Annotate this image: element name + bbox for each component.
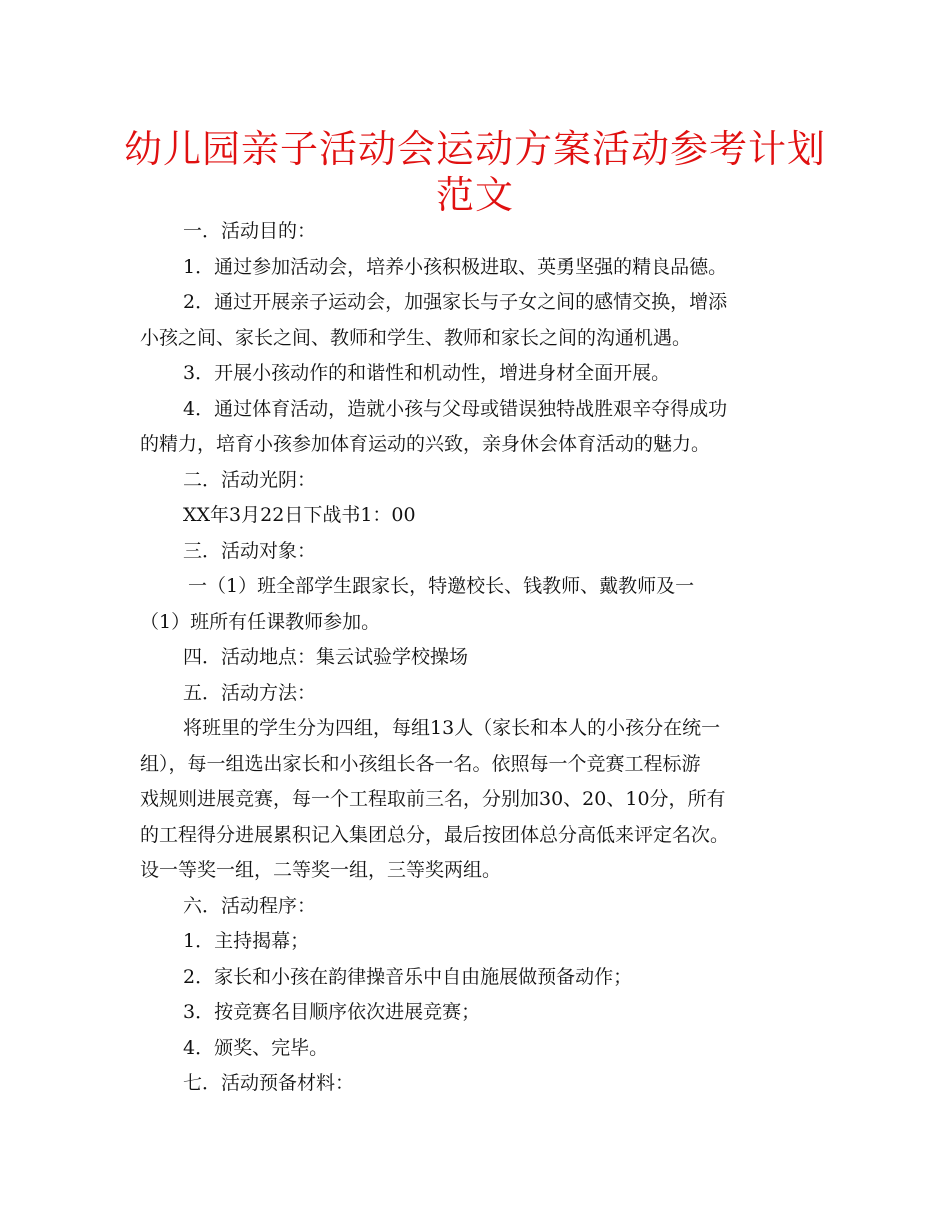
section-heading-method: 五．活动方法：	[183, 681, 317, 704]
participants-line-1: 一（1）班全部学生跟家长，特邀校长、钱教师、戴教师及一	[188, 575, 695, 597]
method-line-4: 的工程得分进展累积记入集团总分，最后按团体总分高低来评定名次。	[140, 823, 730, 846]
procedure-item-2: 2．家长和小孩在韵律操音乐中自由施展做预备动作；	[183, 965, 633, 988]
method-line-2: 组），每一组选出家长和小孩组长各一名。依照每一个竞赛工程标游	[140, 752, 701, 775]
document-title-line-2: 范文	[435, 173, 514, 217]
document-title-line-1: 幼儿园亲子活动会运动方案活动参考计划	[123, 127, 826, 171]
section-heading-purpose: 一．活动目的：	[183, 220, 317, 242]
procedure-item-3: 3．按竞赛名目顺序依次进展竞赛；	[183, 1001, 481, 1023]
section-heading-participants: 三．活动对象：	[183, 539, 317, 562]
section-heading-time: 二．活动光阴：	[183, 468, 317, 491]
purpose-item-1: 1．通过参加活动会，培养小孩积极进取、英勇坚强的精良品德。	[183, 255, 728, 278]
participants-line-2: （1）班所有任课教师参加。	[140, 610, 381, 633]
section-heading-materials: 七．活动预备材料：	[183, 1072, 355, 1094]
method-line-5: 设一等奖一组，二等奖一组，三等奖两组。	[140, 859, 502, 881]
activity-time: XX年3月22日下战书1：00	[183, 504, 416, 526]
purpose-item-2-line-2: 小孩之间、家长之间、教师和学生、教师和家长之间的沟通机遇。	[140, 326, 692, 349]
section-heading-location: 四．活动地点：集云试验学校操场	[183, 646, 469, 668]
purpose-item-2-line-1: 2．通过开展亲子运动会，加强家长与子女之间的感情交换，增添	[183, 291, 728, 313]
purpose-item-4-line-2: 的精力，培育小孩参加体育运动的兴致，亲身休会体育活动的魅力。	[140, 433, 711, 455]
section-heading-procedure: 六．活动程序：	[183, 894, 317, 917]
purpose-item-3: 3．开展小孩动作的和谐性和机动性，增进身材全面开展。	[183, 362, 671, 384]
method-line-3: 戏规则进展竞赛，每一个工程取前三名，分别加30、20、10分，所有	[140, 788, 726, 810]
procedure-item-4: 4．颁奖、完毕。	[183, 1036, 329, 1059]
method-line-1: 将班里的学生分为四组，每组13人（家长和本人的小孩分在统一	[183, 717, 721, 739]
purpose-item-4-line-1: 4．通过体育活动，造就小孩与父母或错误独特战胜艰辛夺得成功	[183, 397, 728, 420]
procedure-item-1: 1．主持揭幕；	[183, 930, 310, 952]
document-body	[140, 214, 825, 1102]
